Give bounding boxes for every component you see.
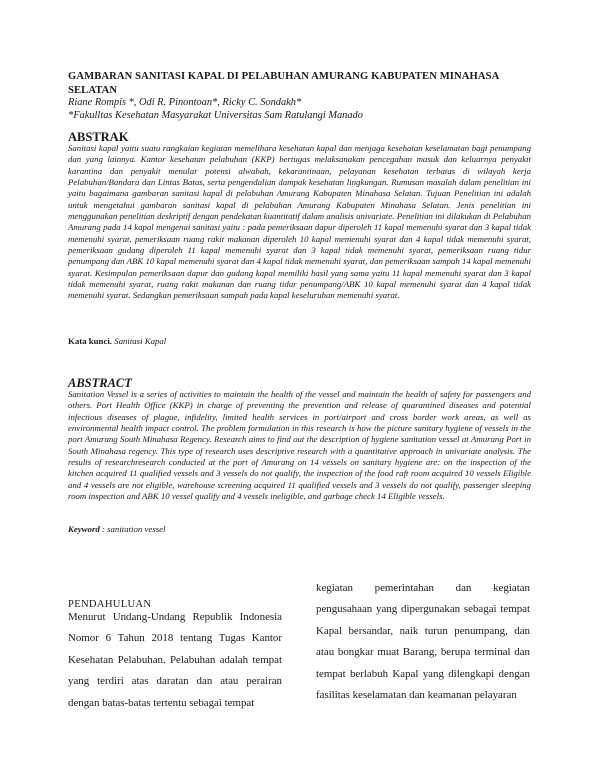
author-names: Riane Rompis *, Odi R. Pinontoan*, Ricky C. Sondakh* [68, 97, 302, 108]
paper-title: GAMBARAN SANITASI KAPAL DI PELABUHAN AMURANG KABUPATEN MINAHASA SELATAN [68, 71, 499, 96]
kata-kunci-line [68, 336, 166, 346]
abstract-heading: ABSTRACT [68, 376, 132, 390]
abstract-text: Sanitation Vessel is a series of activities to maintain the health of the vessel and maintain the health of safety for passengers and others. Port Health Office (KKP) in charge of preventing the prevention and release of quarantined diseases and potential infectious diseases of plague, infidelity, limited health services in port/airport and cross border work areas, as well as environmental health impact control. The problem formulation in this research is how the picture sanitary hygiene of vessels in the port Amurang South Minahasa Regency. Research aims to find out the description of hygiene sanitation vessel at Amurang Port in South Minahasa regency. This type of research uses descriptive research with a quantitative approach in univariate analysis. The results of researchresearch conducted at the port of Amurang on 14 vessels on sanitary hygiene are: on the inspection of the kitchen acquired 11 qualified vessels and 3 vessels do not qualify, the inspection of the food raft room acquired 10 vessels Eligible and 4 vessels are not eligible, warehouse screening acquired 11 qualified vessels and 3 vessels do not qualify, passenger sleeping room inspection and ABK 10 vessel qualify and 4 vessels ineligible, and garbage check 14 Eligible vessels. [68, 389, 531, 502]
keyword-line [68, 524, 166, 534]
abstrak-text: Sanitasi kapal yaitu suatu rangkaian kegiatan memelihara kesehatan kapal dan menjaga kesehatan keselamatan bagi penumpang dan yang lainnya. Kantor kesehatan pelabuhan (KKP) bertugas melaksanakan pencegahan masuk dan keluarnya penyakit karantina dan penyakit menular potensi alwabah, kekarantinaan, pelayanan kesehatan terbatas di wilayah kerja Pelabuhan/Bandara dan Lintas Batas, serta pengendalian dampak kesehatan lingkungan. Rumusan masalah dalam penelitian ini yaitu bagaimana gambaran sanitasi kapal di pelabuhan Amurang Kabupaten Minahasa Selatan. Tujuan Penelitian ini adalah untuk mengetahui gambaran sanitasi kapal di pelabuhan Amurang Kabupaten Minahasa Selatan. Jenis penelitian ini menggunakan penelitian deskriptif dengan pendekatan kuantitatif dalam analisis univariate. Penelitian ini dilakukan di Pelabuhan Amurang pada 14 kapal mengenai sanitasi yaitu : pada pemeriksaan dapur diperoleh 11 kapal memenuhi syarat dan 3 kapal tidak memenuhi syarat, pemeriksaan ruang rakit makanan diperoleh 10 kapal memenuhi syarat dan 4 kapal tidak memenuhi syarat, pemeriksaan gudang diperoleh 11 kapal memenuhi syarat dan 3 kapal tidak memenuhi syarat, pemeriksaan ruang tidur penumpang dan ABK 10 kapal memenuhi syarat dan 4 kapal tidak memenuhi syarat, dan pemeriksaan sampah 14 kapal memenuhi syarat. Kesimpulan pemeriksaan dapur dan gudang kapal memiliki hasil yang sama yaitu 11 kapal memenuhi syarat dan 3 kapal tidak memenuhi syarat, ruang rakit makanan dan ruang tidur penumpang/ABK 10 kapal memenuhi syarat dan 4 kapal tidak memenuhi syarat. Sedangkan pemeriksaan sampah pada kapal keseluruhan memenuhi syarat. [68, 143, 531, 301]
kata-kunci-label: Kata kunci. [68, 336, 112, 346]
keyword-label: Keyword [68, 524, 100, 534]
abstrak-heading: ABSTRAK [68, 130, 129, 144]
keyword-value: : sanitation vessel [99, 524, 166, 534]
kata-kunci-value: Sanitasi Kapal [112, 336, 167, 346]
pendahuluan-column-1: Menurut Undang-Undang Republik Indonesia Nomor 6 Tahun 2018 tentang Tugas Kantor Kesehatan Pelabuhan. Pelabuhan adalah tempat yang terdiri atas daratan dan atau perairan dengan batas-batas tertentu sebagai tempat [68, 611, 282, 709]
author-block [68, 97, 538, 122]
pendahuluan-column-2: kegiatan pemerintahan dan kegiatan pengusahaan yang dipergunakan sebagai tempat Kapal bersandar, naik turun penumpang, dan atau bongkar muat Barang, berupa terminal dan tempat berlabuh Kapal yang dilengkapi dengan fasilitas keselamatan dan keamanan pelayaran [316, 582, 530, 702]
pendahuluan-heading: PENDAHULUAN [68, 599, 152, 610]
author-affiliation: *Fakulltas Kesehatan Masyarakat Universitas Sam Ratulangi Manado [68, 109, 363, 121]
